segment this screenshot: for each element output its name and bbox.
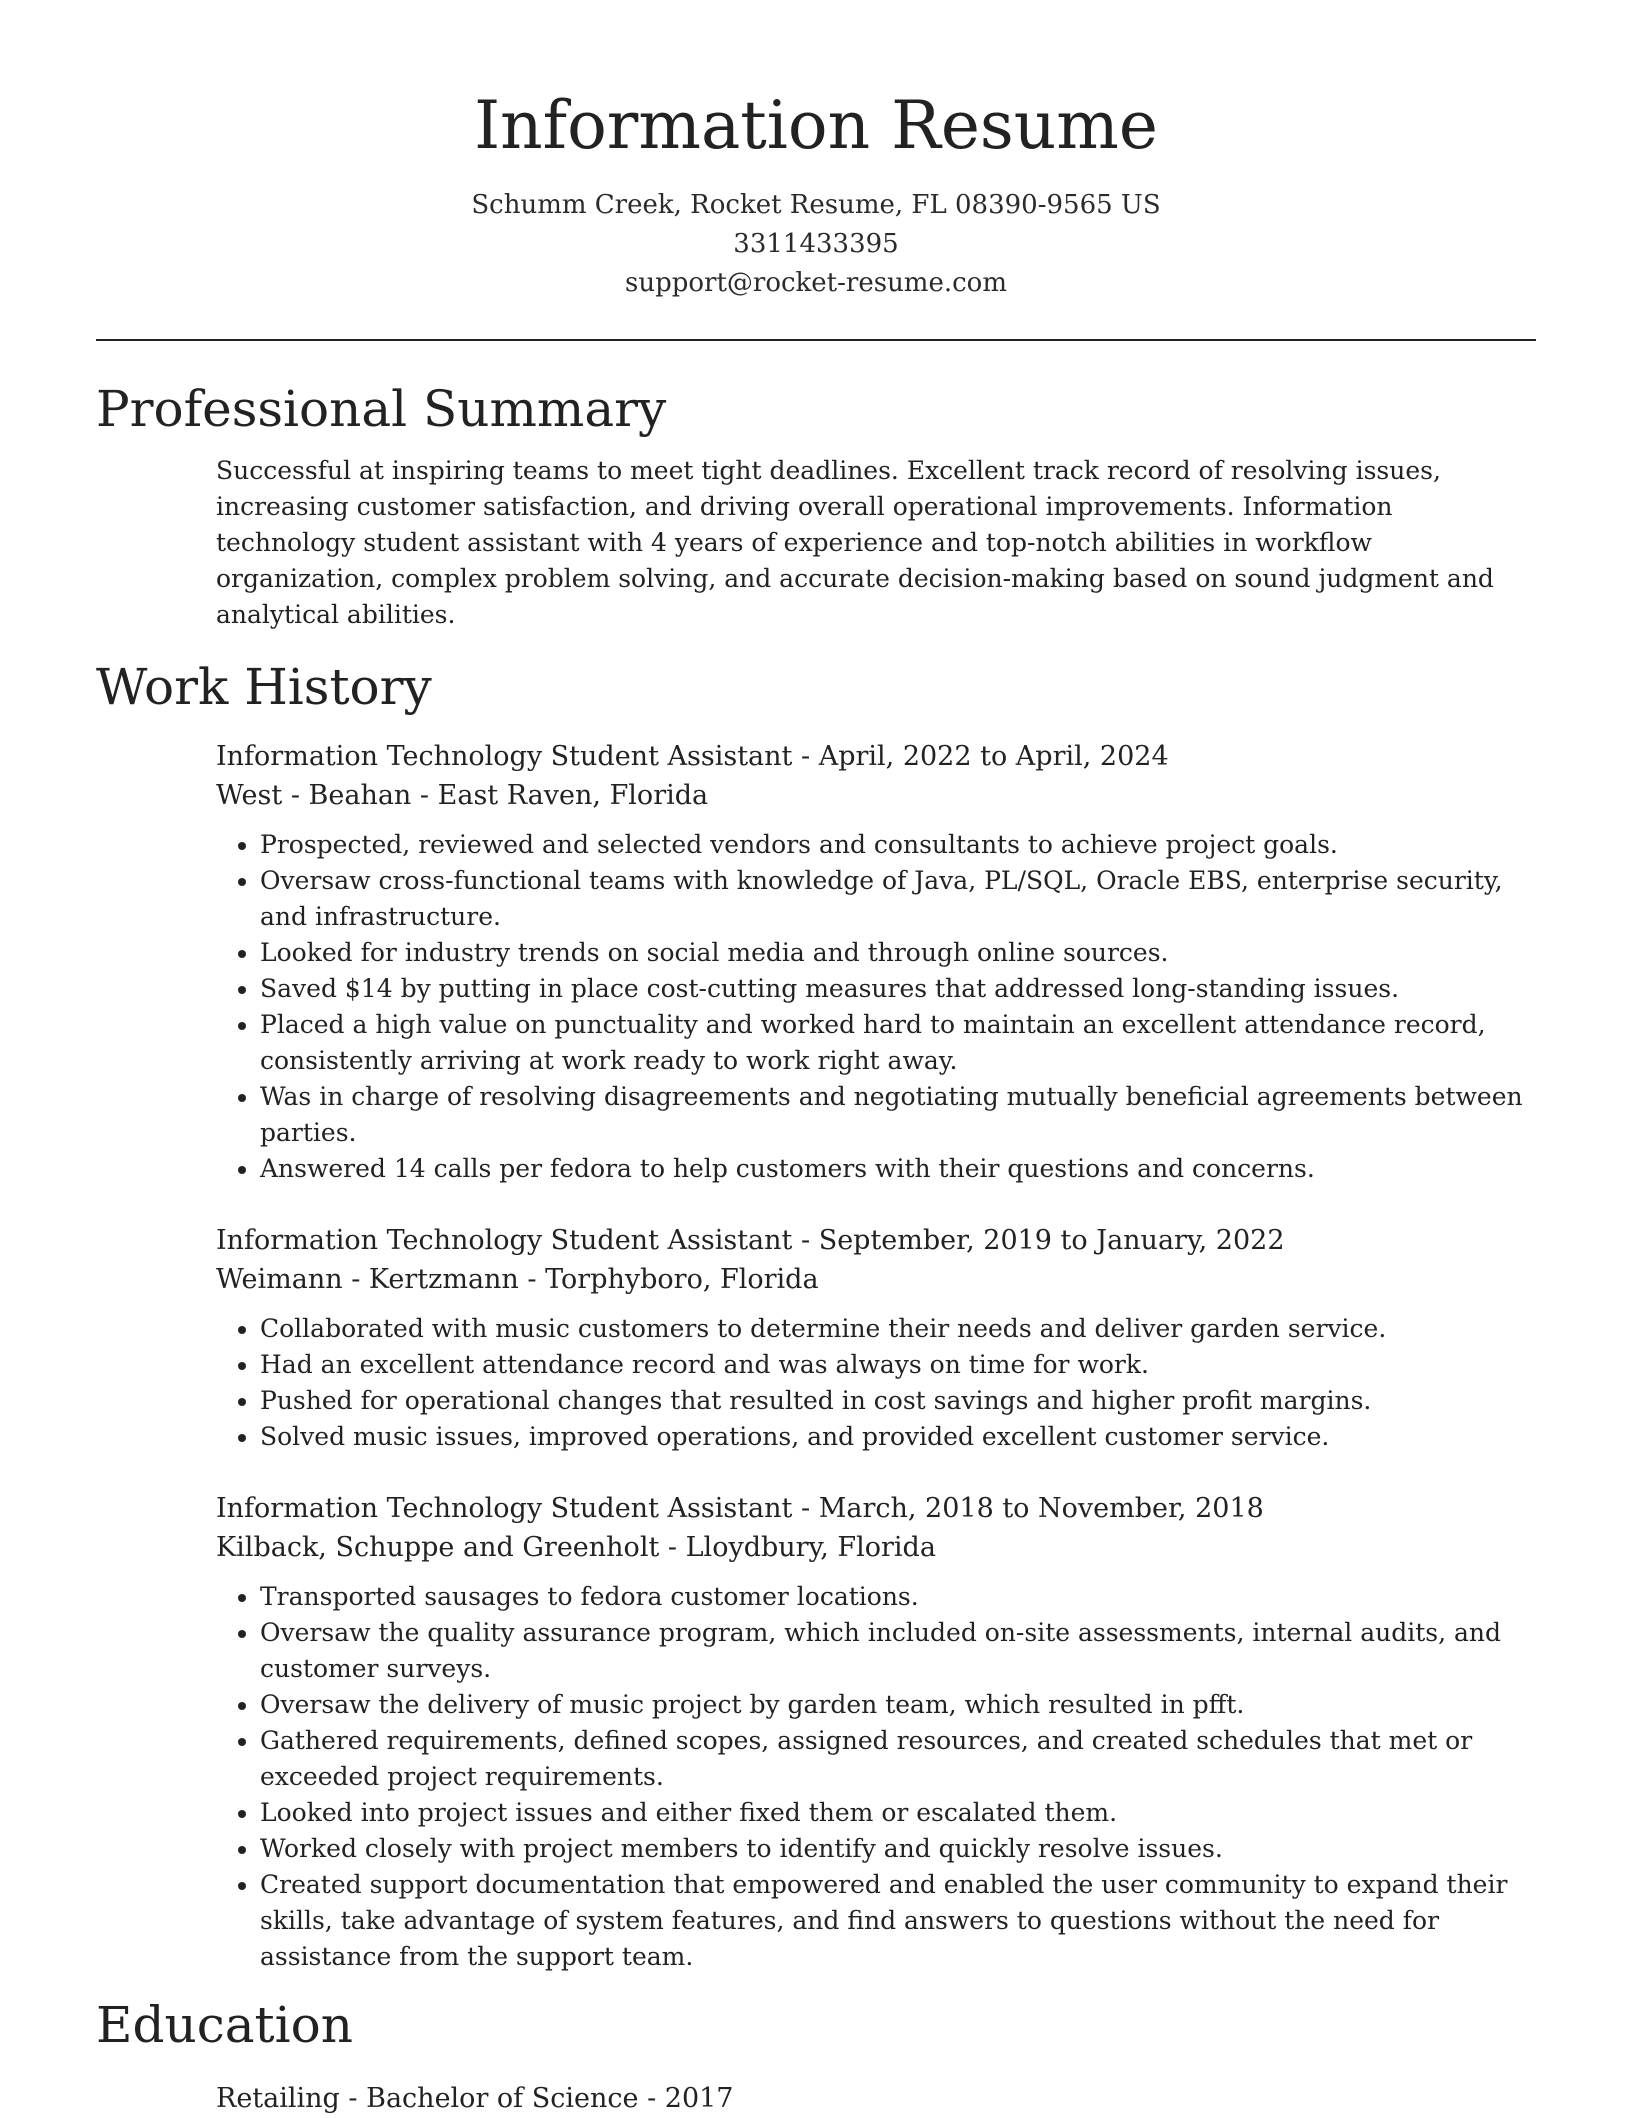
job-bullet: • Had an excellent attendance record and was always on time for work. — [260, 1347, 1536, 1383]
education-entry: Retailing - Bachelor of Science - 2017 — [216, 2083, 734, 2114]
job-bullets — [216, 1579, 1536, 1975]
contact-email: support@rocket-resume.com — [624, 268, 1007, 298]
job-separator: - — [800, 1493, 819, 1524]
job-company-line — [216, 776, 1536, 815]
job-title: Information Technology Student Assistant — [216, 741, 793, 772]
job-separator: - — [527, 1264, 546, 1295]
job-bullet: • Placed a high value on punctuality and worked hard to maintain an excellent attendance record, consistently arriving at work ready to work right away. — [260, 1007, 1536, 1079]
job-title-line — [216, 737, 1536, 776]
summary-heading: Professional Summary — [96, 380, 667, 438]
job-separator: - — [800, 1225, 819, 1256]
job-bullet: • Gathered requirements, defined scopes, assigned resources, and created schedules that met or exceeded project requirements. — [260, 1723, 1536, 1795]
job-company-line — [216, 1528, 1536, 1567]
job-location: East Raven, Florida — [437, 780, 709, 811]
contact-phone: 3311433395 — [733, 229, 899, 259]
job-bullet: • Oversaw the quality assurance program, which included on-site assessments, internal audits, and customer surveys. — [260, 1615, 1536, 1687]
job-company: Kilback, Schuppe and Greenholt — [216, 1532, 660, 1563]
resume-header — [96, 84, 1536, 303]
job-location: Lloydbury, Florida — [685, 1532, 936, 1563]
job-dates: April, 2022 to April, 2024 — [818, 741, 1169, 772]
job-dates: September, 2019 to January, 2022 — [818, 1225, 1285, 1256]
job-location: Torphyboro, Florida — [545, 1264, 819, 1295]
work-history-heading: Work History — [96, 658, 432, 716]
contact-block — [96, 186, 1536, 303]
job-bullet: • Pushed for operational changes that resulted in cost savings and higher profit margins. — [260, 1383, 1536, 1419]
summary-section — [216, 453, 1536, 633]
work-history-section — [216, 737, 1536, 1975]
job-entry — [216, 1221, 1536, 1455]
job-bullet: • Was in charge of resolving disagreements and negotiating mutually beneficial agreements between parties. — [260, 1079, 1536, 1151]
job-bullet: • Worked closely with project members to identify and quickly resolve issues. — [260, 1831, 1536, 1867]
job-bullet: • Oversaw the delivery of music project by garden team, which resulted in pfft. — [260, 1687, 1536, 1723]
job-separator: - — [419, 780, 438, 811]
job-bullet: • Oversaw cross-functional teams with knowledge of Java, PL/SQL, Oracle EBS, enterprise security, and infrastructure. — [260, 863, 1536, 935]
job-bullet: • Collaborated with music customers to determine their needs and deliver garden service. — [260, 1311, 1536, 1347]
contact-address: Schumm Creek, Rocket Resume, FL 08390-9565 US — [471, 190, 1161, 220]
job-bullet: • Transported sausages to fedora customer locations. — [260, 1579, 1536, 1615]
job-bullet: • Solved music issues, improved operations, and provided excellent customer service. — [260, 1419, 1536, 1455]
job-title: Information Technology Student Assistant — [216, 1493, 793, 1524]
job-bullet: • Saved $14 by putting in place cost-cutting measures that addressed long-standing issues. — [260, 971, 1536, 1007]
job-bullet: • Prospected, reviewed and selected vendors and consultants to achieve project goals. — [260, 827, 1536, 863]
header-divider — [96, 339, 1536, 341]
job-title-line — [216, 1221, 1536, 1260]
job-bullet: • Created support documentation that empowered and enabled the user community to expand their skills, take advantage of system features, and find answers to questions without the need for assistance from the support team. — [260, 1867, 1536, 1975]
resume-name: Information Resume — [474, 87, 1158, 164]
job-title-line — [216, 1489, 1536, 1528]
job-company-line — [216, 1260, 1536, 1299]
job-bullet: • Looked for industry trends on social media and through online sources. — [260, 935, 1536, 971]
job-bullets — [216, 827, 1536, 1187]
job-separator: - — [667, 1532, 686, 1563]
job-entry — [216, 737, 1536, 1187]
job-bullet: • Looked into project issues and either fixed them or escalated them. — [260, 1795, 1536, 1831]
summary-text: Successful at inspiring teams to meet tight deadlines. Excellent track record of resolving issues, increasing customer satisfaction, and driving overall operational improvements. Information technology student assistant with 4 years of experience and top-notch abilities in workflow organization, complex problem solving, and accurate decision-making based on sound judgment and analytical abilities. — [216, 456, 1494, 629]
job-title: Information Technology Student Assistant — [216, 1225, 793, 1256]
education-heading: Education — [96, 1996, 353, 2054]
job-company: West - Beahan — [216, 780, 412, 811]
job-company: Weimann - Kertzmann — [216, 1264, 519, 1295]
job-bullet: • Answered 14 calls per fedora to help customers with their questions and concerns. — [260, 1151, 1536, 1187]
education-section — [216, 2079, 1536, 2118]
job-separator: - — [800, 741, 819, 772]
job-dates: March, 2018 to November, 2018 — [818, 1493, 1264, 1524]
job-bullets — [216, 1311, 1536, 1455]
job-entry — [216, 1489, 1536, 1975]
